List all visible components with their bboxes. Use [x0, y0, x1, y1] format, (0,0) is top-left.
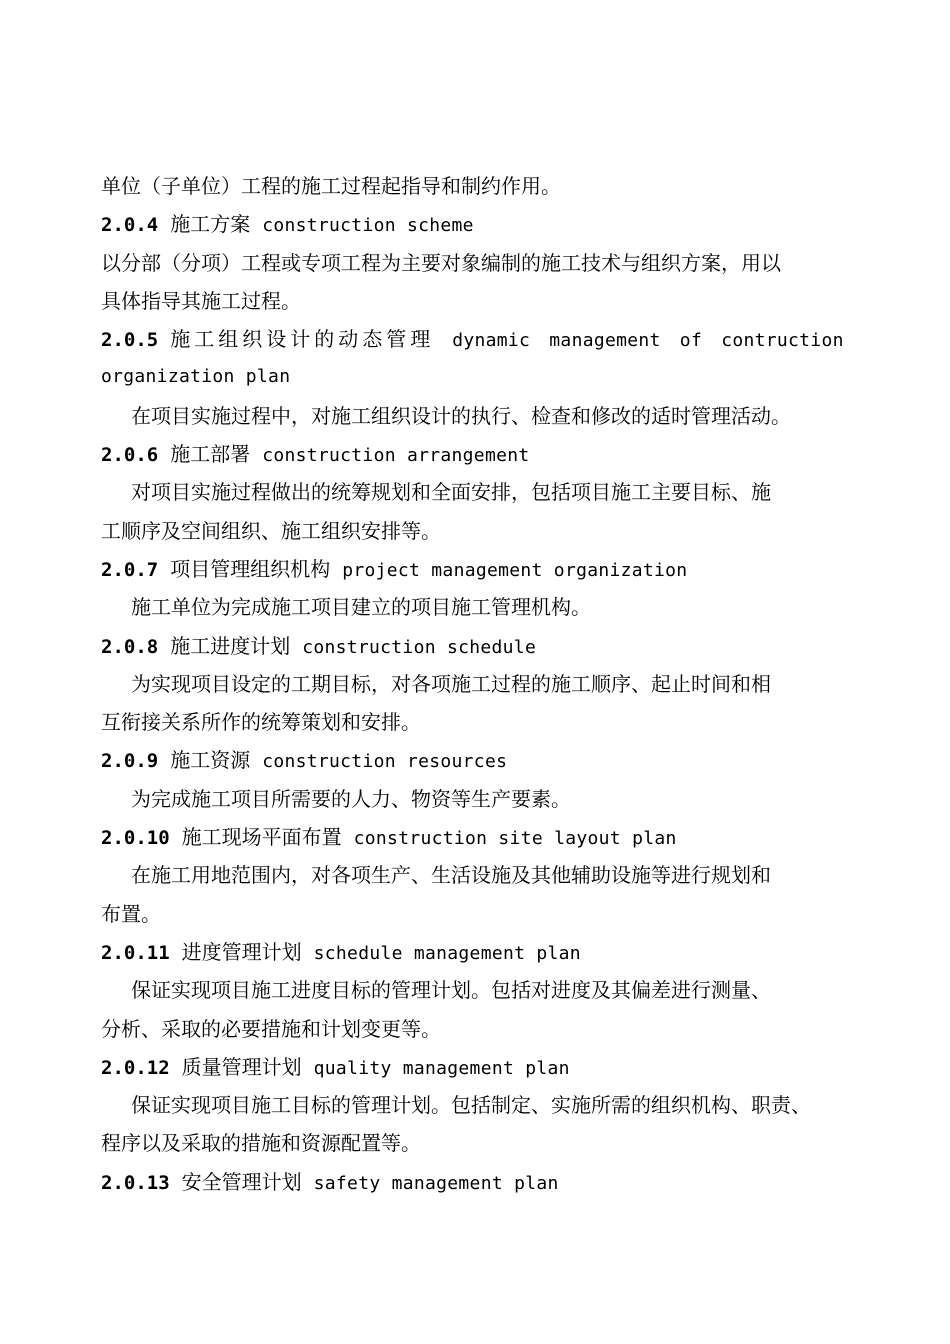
term-heading — [101, 1163, 861, 1201]
term-chinese: 施工资源 — [170, 748, 251, 773]
term-english-continued: organization plan — [101, 366, 291, 388]
term-chinese: 安全管理计划 — [181, 1169, 302, 1194]
term-chinese: 进度管理计划 — [181, 939, 302, 964]
term-english: safety management plan — [313, 1172, 559, 1194]
term-heading — [101, 818, 861, 856]
term-number: 2.0.12 — [101, 1056, 170, 1079]
definition-text: 在项目实施过程中，对施工组织设计的执行、检查和修改的适时管理活动。 — [131, 403, 791, 428]
term-english: project management organization — [342, 559, 688, 581]
definition-text: 工顺序及空间组织、施工组织安排等。 — [101, 518, 441, 543]
term-english: quality management plan — [313, 1057, 570, 1079]
term-chinese: 施工进度计划 — [170, 633, 291, 658]
term-number: 2.0.7 — [101, 558, 159, 581]
term-chinese: 施工部署 — [170, 442, 251, 467]
term-heading — [101, 627, 861, 665]
term-chinese: 项目管理组织机构 — [170, 556, 331, 581]
term-chinese: 质量管理计划 — [181, 1054, 302, 1079]
term-number: 2.0.6 — [101, 444, 159, 467]
term-number: 2.0.5 — [101, 329, 159, 352]
term-heading — [101, 320, 861, 358]
term-heading — [101, 933, 861, 971]
document-page — [101, 167, 861, 1201]
definition-text: 保证实现项目施工目标的管理计划。包括制定、实施所需的组织机构、职责、 — [131, 1093, 811, 1118]
definition-text: 为实现项目设定的工期目标，对各项施工过程的施工顺序、起止时间和相 — [131, 671, 771, 696]
term-english: construction arrangement — [262, 445, 530, 467]
term-english: schedule management plan — [313, 942, 581, 964]
term-heading — [101, 741, 861, 779]
term-english: dynamic management of contruction — [452, 330, 844, 352]
term-number: 2.0.11 — [101, 941, 170, 964]
term-english: construction site layout plan — [353, 828, 677, 850]
term-chinese: 施工现场平面布置 — [181, 825, 342, 850]
term-heading — [101, 205, 861, 243]
definition-text: 布置。 — [101, 901, 161, 926]
definition-text: 在施工用地范围内，对各项生产、生活设施及其他辅助设施等进行规划和 — [131, 863, 771, 888]
term-number: 2.0.10 — [101, 827, 170, 850]
definition-text: 对项目实施过程做出的统筹规划和全面安排，包括项目施工主要目标、施 — [131, 480, 771, 505]
term-heading — [101, 1048, 861, 1086]
term-english: construction scheme — [262, 215, 474, 237]
term-english: construction resources — [262, 751, 508, 773]
definition-text: 施工单位为完成施工项目建立的项目施工管理机构。 — [131, 595, 591, 620]
definition-text: 分析、采取的必要措施和计划变更等。 — [101, 1016, 441, 1041]
definition-text: 以分部（分项）工程或专项工程为主要对象编制的施工技术与组织方案，用以 — [101, 250, 781, 275]
term-number: 2.0.9 — [101, 750, 159, 773]
definition-text: 互衔接关系所作的统筹策划和安排。 — [101, 710, 421, 735]
term-chinese: 施工组织设计的动态管理 — [170, 327, 435, 352]
term-heading — [101, 550, 861, 588]
definition-text: 具体指导其施工过程。 — [101, 288, 301, 313]
definition-text: 程序以及采取的措施和资源配置等。 — [101, 1131, 421, 1156]
definition-text: 保证实现项目施工进度目标的管理计划。包括对进度及其偏差进行测量、 — [131, 978, 771, 1003]
term-number: 2.0.8 — [101, 635, 159, 658]
term-number: 2.0.13 — [101, 1171, 170, 1194]
definition-text: 单位（子单位）工程的施工过程起指导和制约作用。 — [101, 174, 561, 198]
term-number: 2.0.4 — [101, 214, 159, 237]
definition-text: 为完成施工项目所需要的人力、物资等生产要素。 — [131, 786, 571, 811]
term-english: construction schedule — [302, 636, 537, 658]
term-chinese: 施工方案 — [170, 212, 251, 237]
term-heading — [101, 435, 861, 473]
